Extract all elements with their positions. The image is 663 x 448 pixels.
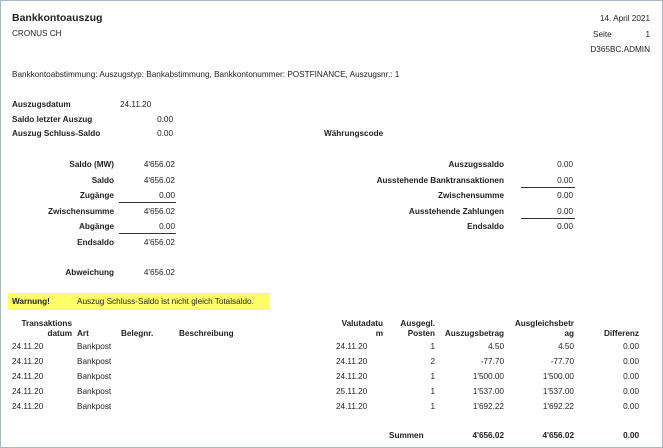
ending-balance-value: 0.00 xyxy=(157,129,173,138)
row-applied-amount: -77.70 xyxy=(550,357,574,366)
row-difference: 0.00 xyxy=(623,372,639,381)
statement-balance-label: Auszugssaldo xyxy=(448,160,504,169)
row-statement-amount: 4.50 xyxy=(488,342,504,351)
outstanding-bank-transactions-value: 0.00 xyxy=(557,176,573,185)
row-statement-amount: -77.70 xyxy=(480,357,504,366)
col-header-applied-entries: Ausgegl. Posten xyxy=(400,319,435,338)
ending-balance-left-label: Endsaldo xyxy=(77,238,114,247)
totals-difference: 0.00 xyxy=(623,431,639,440)
subtotal-value: 4'656.02 xyxy=(143,207,175,216)
col-header-value-date: Valutadatu m xyxy=(341,319,383,338)
row-applied-amount: 1'692.22 xyxy=(542,402,574,411)
outstanding-bank-transactions-label: Ausstehende Banktransaktionen xyxy=(376,176,504,185)
currency-label: Währungscode xyxy=(324,129,384,138)
balance-lcy-label: Saldo (MW) xyxy=(69,160,114,169)
right-subtotal-value: 0.00 xyxy=(557,191,573,200)
page-label: Seite xyxy=(593,30,612,39)
row-type: Bankpost xyxy=(77,387,112,396)
outstanding-payments-label: Ausstehende Zahlungen xyxy=(408,207,504,216)
statement-balance-value: 0.00 xyxy=(557,160,573,169)
row-value-date: 24.11.20 xyxy=(336,372,368,381)
user-id: D365BC.ADMIN xyxy=(590,45,650,54)
row-applied-entries: 1 xyxy=(430,387,435,396)
row-type: Bankpost xyxy=(77,342,112,351)
right-ending-balance-label: Endsaldo xyxy=(467,222,504,231)
row-applied-entries: 1 xyxy=(430,402,435,411)
totals-applied-amount: 4'656.02 xyxy=(542,431,574,440)
subtractions-underline xyxy=(119,233,176,234)
right-ending-balance-value: 0.00 xyxy=(557,222,573,231)
ending-balance-label: Auszug Schluss-Saldo xyxy=(12,129,101,138)
additions-underline xyxy=(119,202,176,203)
difference-label: Abweichung xyxy=(65,268,114,277)
subtractions-value: 0.00 xyxy=(159,222,175,231)
row-difference: 0.00 xyxy=(623,342,639,351)
row-value-date: 24.11.20 xyxy=(336,402,368,411)
warning-text: Auszug Schluss-Saldo ist nicht gleich Totalsaldo. xyxy=(77,297,254,306)
row-difference: 0.00 xyxy=(623,357,639,366)
col-header-doc-no: Belegnr. xyxy=(121,329,154,338)
statement-date-value: 24.11.20 xyxy=(120,100,152,109)
row-date: 24.11.20 xyxy=(12,357,44,366)
right-subtotal-label: Zwischensumme xyxy=(438,191,504,200)
totals-statement-amount: 4'656.02 xyxy=(472,431,504,440)
col-header-difference: Differenz xyxy=(603,329,639,338)
row-statement-amount: 1'537.00 xyxy=(472,387,504,396)
last-balance-label: Saldo letzter Auszug xyxy=(12,115,93,124)
row-difference: 0.00 xyxy=(623,402,639,411)
row-type: Bankpost xyxy=(77,357,112,366)
company-name: CRONUS CH xyxy=(12,29,62,38)
balance-lcy-value: 4'656.02 xyxy=(143,160,175,169)
row-date: 24.11.20 xyxy=(12,402,44,411)
totals-label: Summen xyxy=(389,431,424,440)
row-applied-amount: 1'537.00 xyxy=(542,387,574,396)
warning-label: Warnung! xyxy=(12,297,50,306)
row-value-date: 24.11.20 xyxy=(336,357,368,366)
page-number: 1 xyxy=(645,30,650,39)
col-header-type: Art xyxy=(77,329,89,338)
row-date: 24.11.20 xyxy=(12,372,44,381)
difference-value: 4'656.02 xyxy=(143,268,175,277)
outstanding-payments-value: 0.00 xyxy=(557,207,573,216)
row-applied-amount: 1'500.00 xyxy=(542,372,574,381)
balance-value: 4'656.02 xyxy=(143,176,175,185)
row-value-date: 24.11.20 xyxy=(336,342,368,351)
row-difference: 0.00 xyxy=(623,387,639,396)
outstanding-underline xyxy=(521,187,575,188)
ending-balance-left-value: 4'656.02 xyxy=(143,238,175,247)
row-applied-entries: 1 xyxy=(430,342,435,351)
col-header-description: Beschreibung xyxy=(179,329,234,338)
row-type: Bankpost xyxy=(77,402,112,411)
statement-date-label: Auszugsdatum xyxy=(12,100,71,109)
row-applied-entries: 2 xyxy=(430,357,435,366)
report-title: Bankkontoauszug xyxy=(12,12,103,24)
row-type: Bankpost xyxy=(77,372,112,381)
col-header-applied-amount: Ausgleichsbetr ag xyxy=(514,319,574,338)
filter-text: Bankkontoabstimmung: Auszugstyp: Bankabstimmung, Bankkontonummer: POSTFINANCE, Auszugsnr.: 1 xyxy=(12,70,400,79)
row-date: 24.11.20 xyxy=(12,342,44,351)
row-statement-amount: 1'500.00 xyxy=(472,372,504,381)
additions-label: Zugänge xyxy=(79,191,114,200)
balance-label: Saldo xyxy=(91,176,114,185)
subtractions-label: Abgänge xyxy=(78,222,114,231)
row-applied-amount: 4.50 xyxy=(558,342,574,351)
additions-value: 0.00 xyxy=(159,191,175,200)
col-header-date: Transaktions datum xyxy=(21,319,72,338)
row-value-date: 25.11.20 xyxy=(336,387,368,396)
report-date: 14. April 2021 xyxy=(599,14,650,23)
payments-underline xyxy=(521,218,575,219)
last-balance-value: 0.00 xyxy=(157,115,173,124)
row-statement-amount: 1'692.22 xyxy=(472,402,504,411)
row-date: 24.11.20 xyxy=(12,387,44,396)
row-applied-entries: 1 xyxy=(430,372,435,381)
subtotal-label: Zwischensumme xyxy=(48,207,114,216)
col-header-statement-amount: Auszugsbetrag xyxy=(444,329,504,338)
